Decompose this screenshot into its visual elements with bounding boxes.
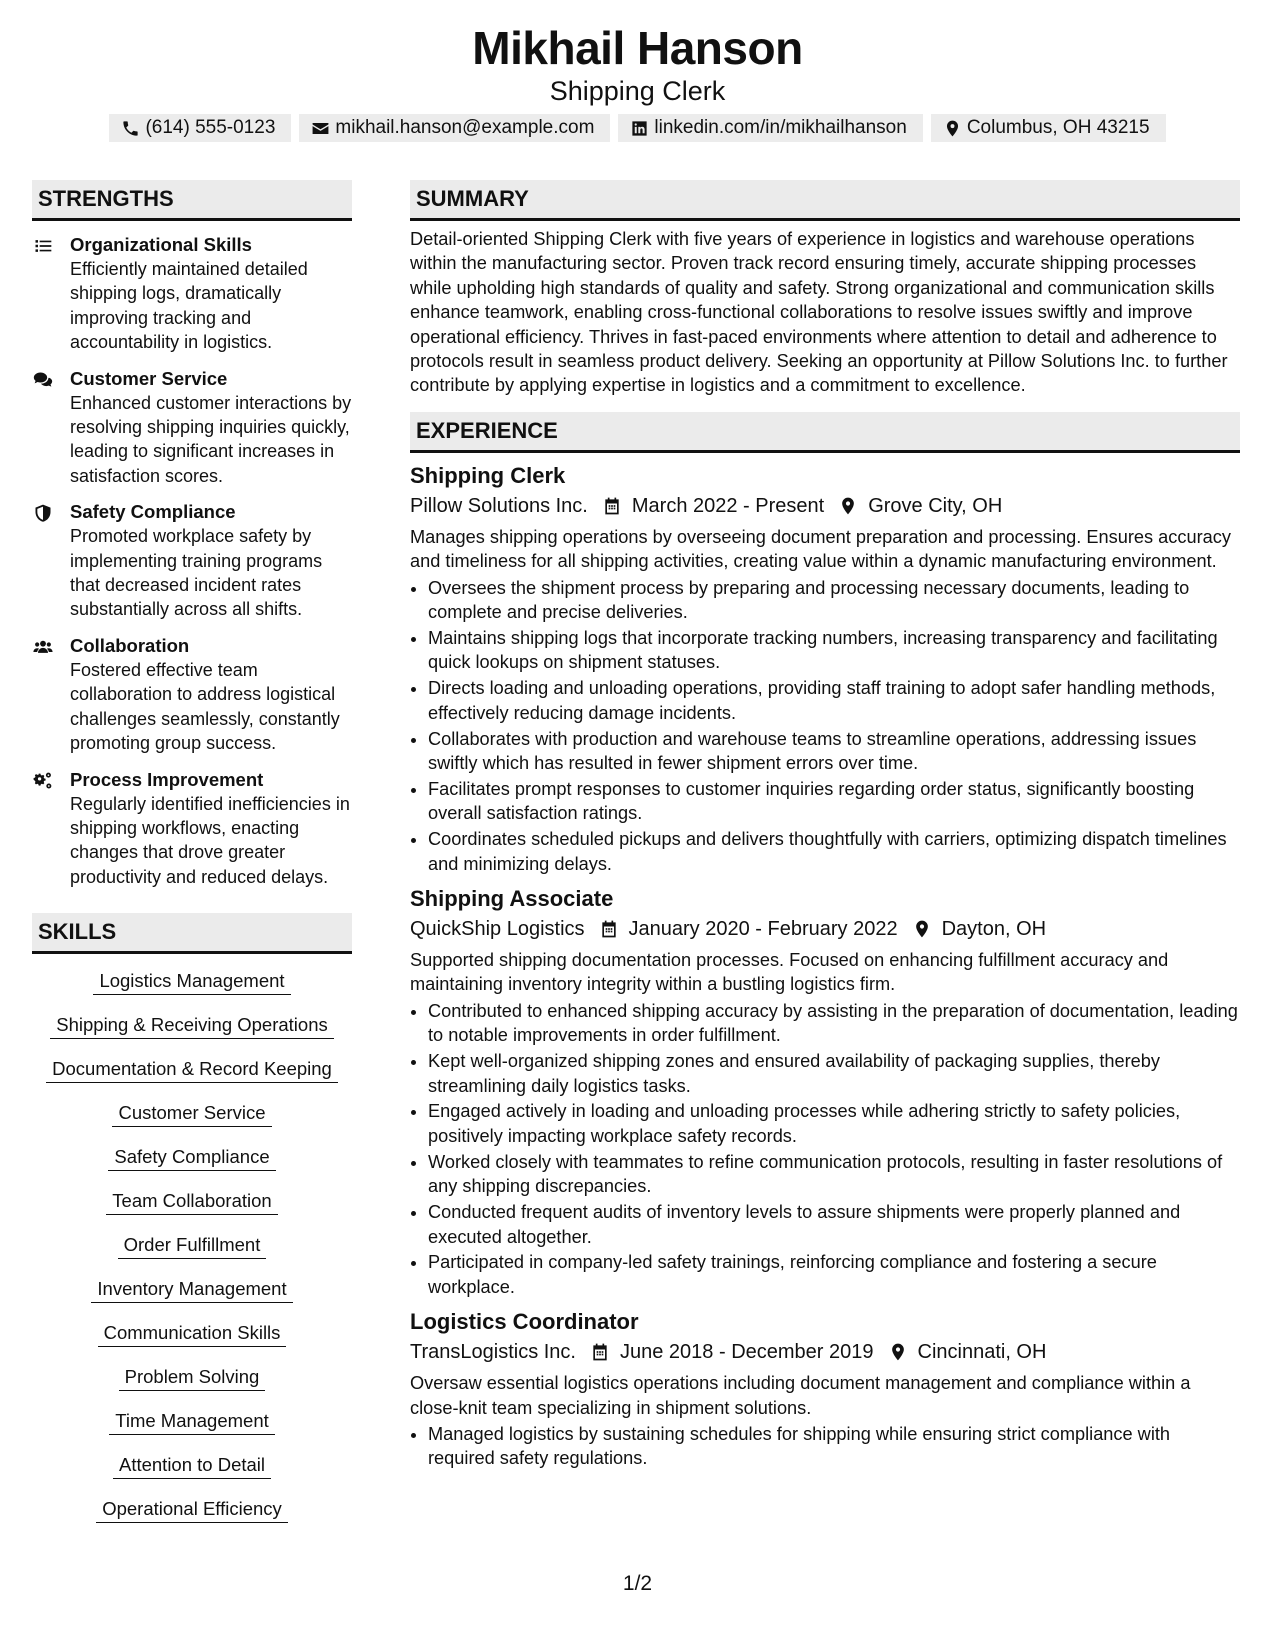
candidate-name: Mikhail Hanson [472, 22, 803, 74]
skill-item: Safety Compliance [108, 1144, 275, 1171]
summary-heading: SUMMARY [410, 180, 1240, 221]
job-bullet: • Managed logistics by sustaining schedules for shipping while ensuring strict compliance with required safety regulations. [428, 1422, 1240, 1471]
strength-heading: Customer Service [70, 367, 228, 389]
strength-item [32, 367, 352, 489]
skill-item: Shipping & Receiving Operations [50, 1012, 334, 1039]
contact-phone-text: (614) 555-0123 [145, 117, 276, 138]
job-bullets [410, 1422, 1240, 1471]
contact-location-text: Columbus, OH 43215 [966, 117, 1150, 138]
strength-item [32, 500, 352, 622]
job-description: Supported shipping documentation processes. Focused on enhancing fulfillment accuracy and maintaining inventory integrity within a bustling logistics firm. [410, 950, 1169, 995]
job-location: Grove City, OH [868, 494, 1003, 517]
job-bullet: • Kept well-organized shipping zones and ensured availability of packaging supplies, thereby streamlining daily logistics tasks. [428, 1049, 1240, 1098]
linkedin-icon [630, 119, 649, 138]
skill-item: Time Management [109, 1408, 275, 1435]
skill-item: Documentation & Record Keeping [46, 1056, 338, 1083]
strength-text: Promoted workplace safety by implementing training programs that decreased incident rates substantially across all shifts. [70, 526, 323, 620]
strength-item [32, 634, 352, 756]
summary-text: Detail-oriented Shipping Clerk with five years of experience in logistics and warehouse operations within the manufacturing sector. Proven track record ensuring timely, accurate shipping processes while upholding high standards of quality and safety. Strong organizational and communication skills enhance teamwork, enabling cross-functional collaborations to resolve issues swiftly and improve operational efficiency. Thrives in fast-paced environments where attention to detail and adherence to protocols result in seamless product delivery. Seeking an opportunity at Pillow Solutions Inc. to further contribute by applying expertise in logistics and a commitment to excellence. [410, 229, 1228, 396]
job-bullet: • Worked closely with teammates to refine communication protocols, resulting in faster resolutions of any shipping discrepancies. [428, 1150, 1240, 1199]
skill-item: Communication Skills [98, 1320, 287, 1347]
job-location: Cincinnati, OH [917, 1341, 1047, 1364]
contact-email-text: mikhail.hanson@example.com [335, 117, 595, 138]
job-title: Logistics Coordinator [410, 1309, 639, 1335]
comments-icon [32, 370, 54, 390]
calendar-icon [590, 1342, 610, 1362]
job-bullets [410, 576, 1240, 876]
job-description: Oversaw essential logistics operations including document management and compliance within a close-knit team specializing in shipment solutions. [410, 1373, 1191, 1418]
job-title: Shipping Associate [410, 886, 614, 912]
right-column [410, 180, 1240, 1472]
candidate-title: Shipping Clerk [549, 76, 726, 106]
skill-item: Attention to Detail [113, 1452, 271, 1479]
contact-linkedin-text: linkedin.com/in/mikhailhanson [654, 117, 907, 138]
job-location: Dayton, OH [941, 918, 1047, 941]
job-description: Manages shipping operations by overseeing document preparation and processing. Ensures accuracy and timeliness for all shipping activities, creating value within a dynamic manufacturing environment. [410, 526, 1231, 572]
contact-location [931, 114, 1166, 142]
skills-heading: SKILLS [32, 913, 352, 954]
skill-item: Team Collaboration [106, 1188, 277, 1215]
job-bullet: • Contributed to enhanced shipping accuracy by assisting in the preparation of documentation, leading to notable improvements in order fulfillment. [428, 999, 1240, 1048]
strength-text: Enhanced customer interactions by resolving shipping inquiries quickly, leading to significant increases in satisfaction scores. [70, 392, 352, 486]
phone-icon [121, 119, 140, 138]
job-meta [410, 914, 1240, 944]
job-bullet: • Facilitates prompt responses to customer inquiries regarding order status, significantly boosting overall satisfaction ratings. [428, 777, 1240, 826]
job-company: Pillow Solutions Inc. [410, 494, 588, 517]
job-bullet: • Directs loading and unloading operations, providing staff training to adopt safer handling methods, effectively reducing damage incidents. [428, 676, 1240, 725]
resume-header [0, 22, 1275, 108]
page-number: 1/2 [622, 1572, 653, 1595]
job-bullet: • Collaborates with production and warehouse teams to streamline operations, addressing issues swiftly which has resulted in fewer shipment errors over time. [428, 727, 1240, 776]
job-dates: June 2018 - December 2019 [620, 1341, 874, 1364]
job-entry [410, 884, 1240, 1299]
contact-phone[interactable] [109, 114, 291, 142]
contact-linkedin[interactable] [618, 114, 922, 142]
strengths-heading: STRENGTHS [32, 180, 352, 221]
strength-heading: Process Improvement [70, 768, 264, 790]
job-dates: March 2022 - Present [631, 494, 825, 517]
strength-heading: Organizational Skills [70, 234, 252, 255]
users-icon [32, 637, 54, 657]
experience-list [410, 461, 1240, 1471]
gears-icon [32, 771, 54, 791]
job-dates: January 2020 - February 2022 [628, 918, 898, 941]
strength-heading: Collaboration [70, 634, 190, 656]
skill-item: Customer Service [112, 1100, 271, 1127]
job-company: TransLogistics Inc. [410, 1341, 576, 1364]
job-bullet: • Conducted frequent audits of inventory levels to assure shipments were properly planned and executed altogether. [428, 1200, 1240, 1249]
skill-item: Inventory Management [91, 1276, 292, 1303]
experience-heading: EXPERIENCE [410, 412, 1240, 453]
calendar-icon [602, 496, 622, 516]
strength-heading: Safety Compliance [70, 501, 236, 523]
left-column [32, 180, 352, 1540]
job-bullet: • Oversees the shipment process by preparing and processing necessary documents, leading to complete and precise deliveries. [428, 576, 1240, 625]
map-pin-icon [838, 496, 858, 516]
strength-item [32, 768, 352, 890]
job-bullet: • Maintains shipping logs that incorporate tracking numbers, increasing transparency and facilitating quick lookups on shipment statuses. [428, 626, 1240, 675]
job-entry [410, 1307, 1240, 1471]
job-company: QuickShip Logistics [410, 918, 585, 941]
strength-text: Regularly identified inefficiencies in shipping workflows, enacting changes that drove greater productivity and reduced delays. [70, 793, 350, 887]
job-bullet: • Engaged actively in loading and unloading processes while adhering strictly to safety policies, positively impacting workplace safety records. [428, 1099, 1240, 1148]
skill-item: Problem Solving [119, 1364, 266, 1391]
map-pin-icon [912, 919, 932, 939]
job-meta [410, 1337, 1240, 1367]
skill-item: Operational Efficiency [96, 1496, 288, 1523]
job-title: Shipping Clerk [410, 462, 566, 488]
job-entry [410, 461, 1240, 876]
skill-item: Logistics Management [93, 968, 290, 995]
strength-text: Efficiently maintained detailed shipping logs, dramatically improving tracking and accountability in logistics. [70, 259, 308, 353]
strength-text: Fostered effective team collaboration to address logistical challenges seamlessly, constantly promoting group success. [70, 659, 340, 754]
list-icon [32, 236, 54, 256]
map-pin-icon [943, 119, 962, 138]
skills-list [32, 968, 352, 1540]
shield-icon [32, 503, 54, 523]
job-bullets [410, 999, 1240, 1299]
job-meta [410, 491, 1240, 521]
map-pin-icon [888, 1342, 908, 1362]
calendar-icon [599, 919, 619, 939]
contact-email[interactable] [299, 114, 610, 142]
strength-item [32, 233, 352, 355]
job-bullet: • Participated in company-led safety trainings, reinforcing compliance and fostering a secure workplace. [428, 1250, 1240, 1299]
contact-bar [0, 114, 1275, 142]
job-bullet: • Coordinates scheduled pickups and delivers thoughtfully with carriers, optimizing dispatch timelines and minimizing delays. [428, 827, 1240, 876]
skill-item: Order Fulfillment [118, 1232, 267, 1259]
envelope-icon [311, 119, 330, 138]
